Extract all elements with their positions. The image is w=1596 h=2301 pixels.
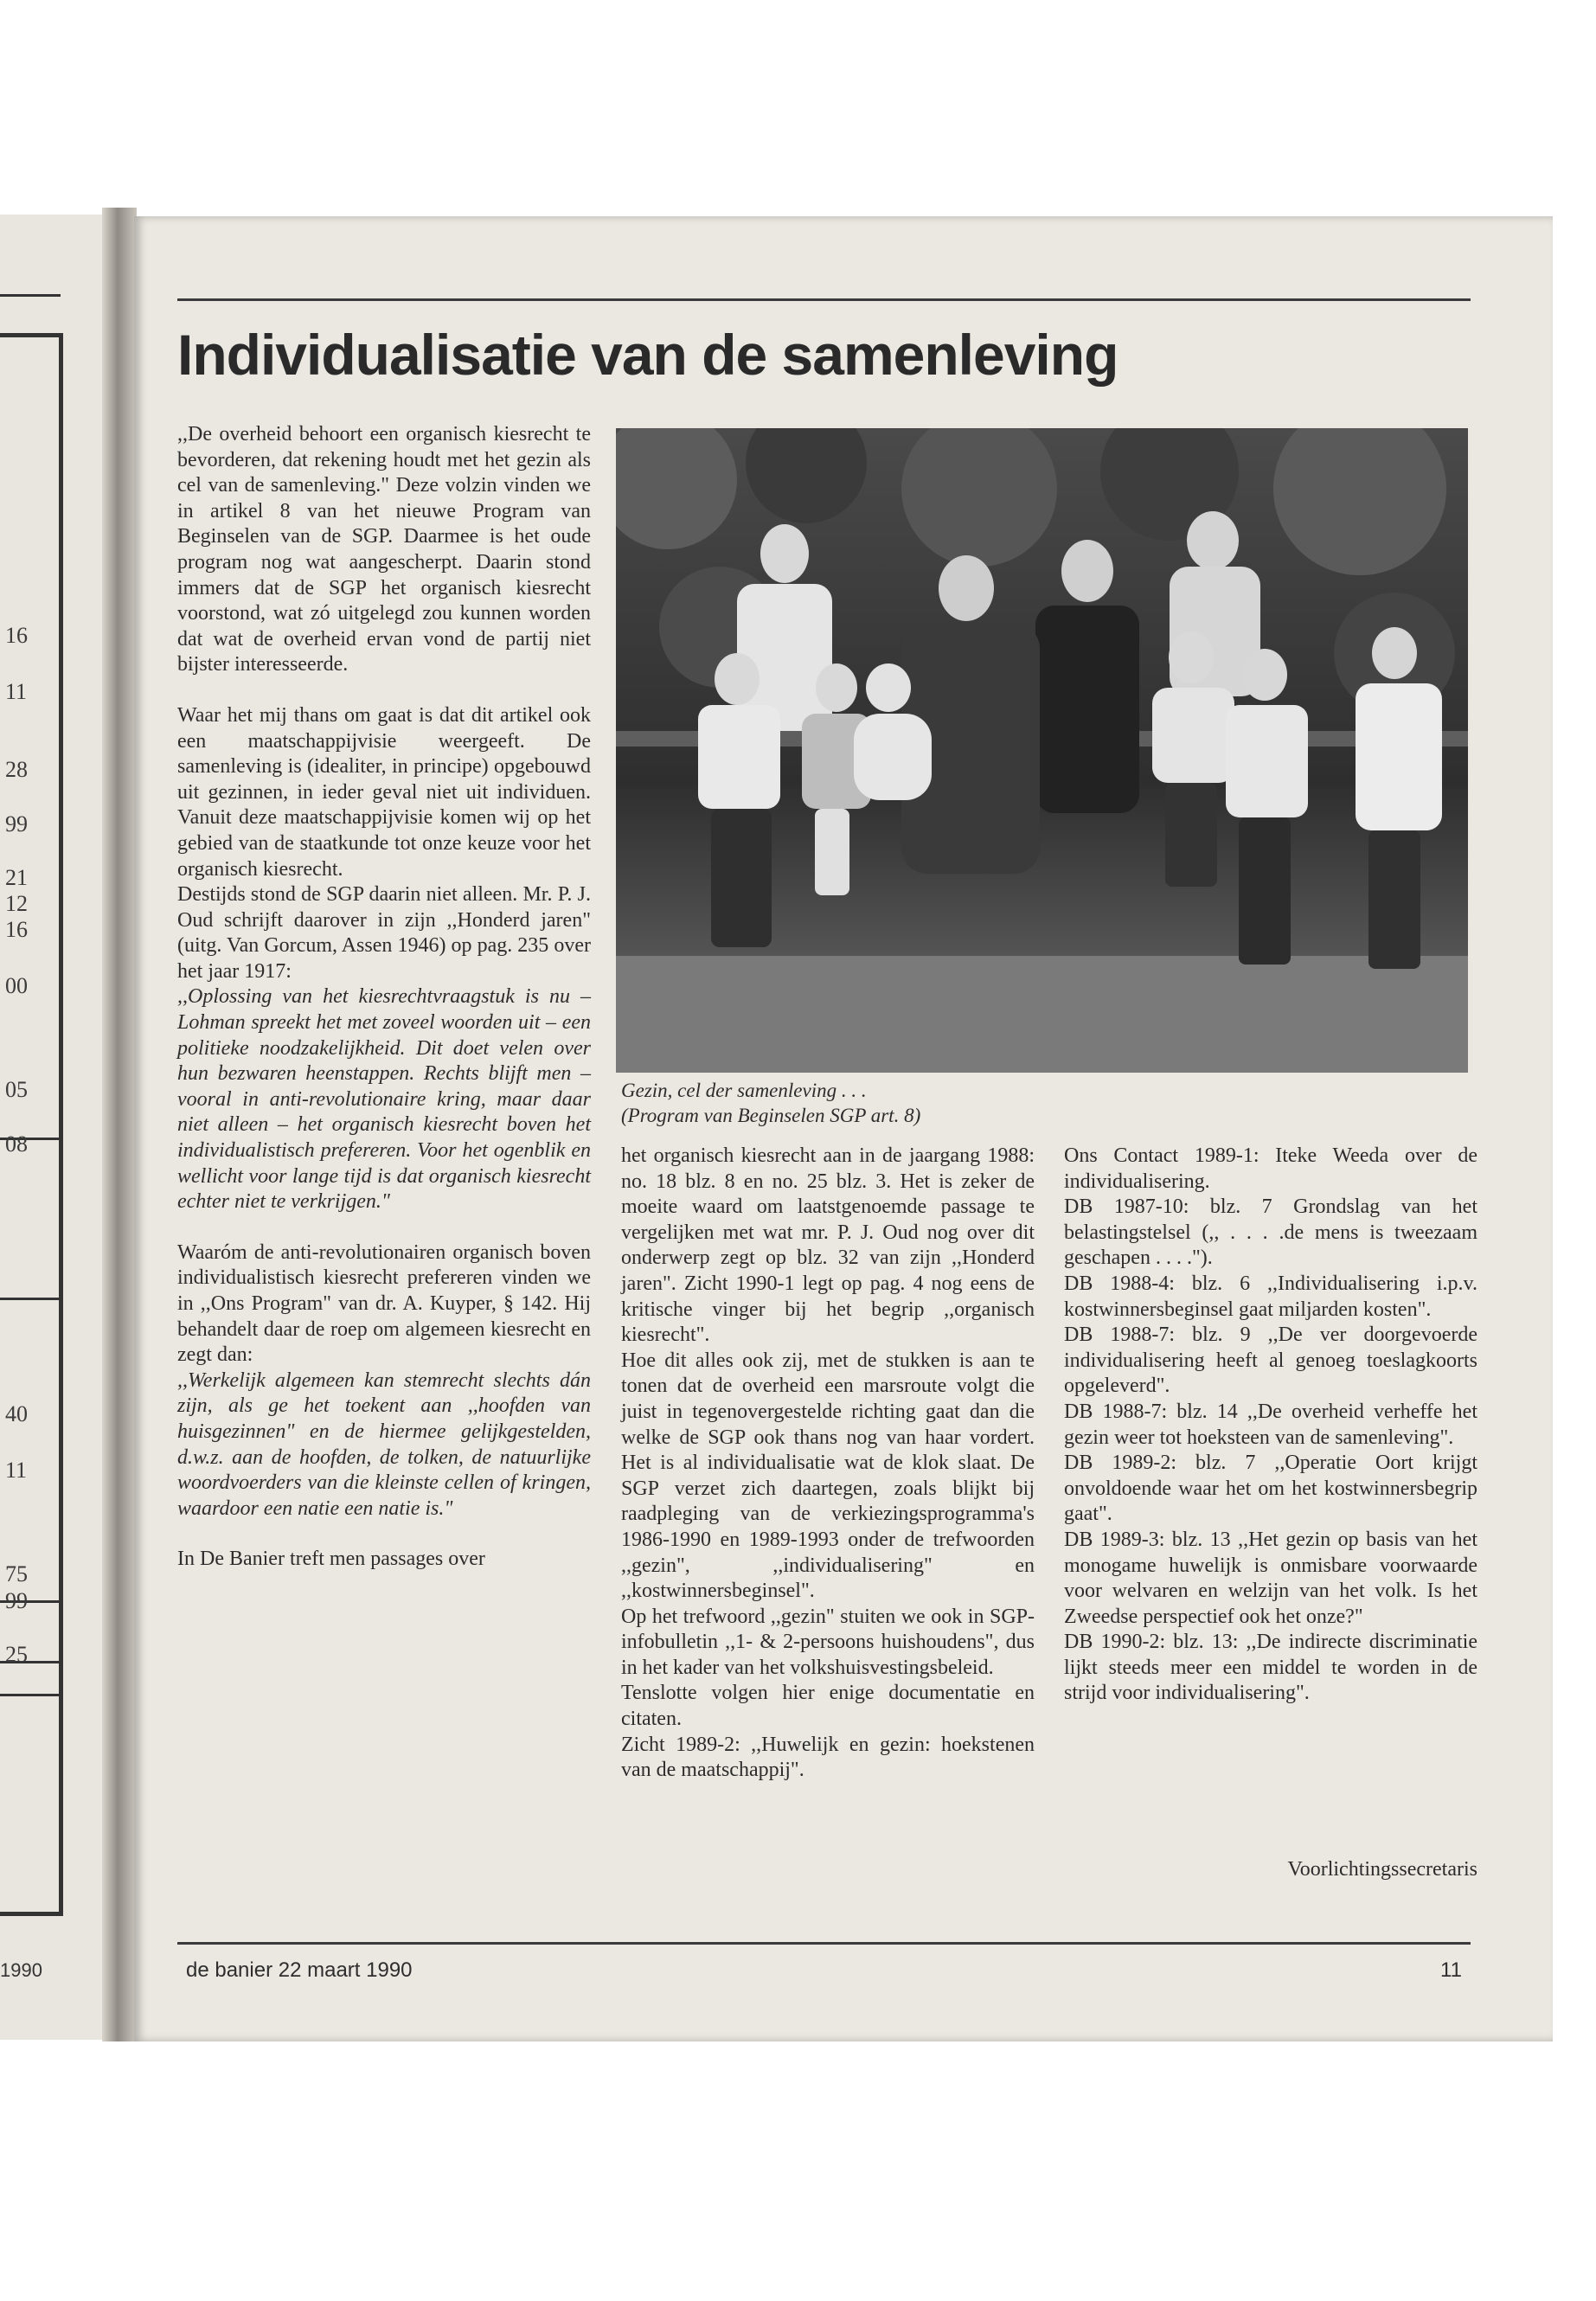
previous-page-number: 11 xyxy=(5,1458,28,1483)
paragraph: het organisch kiesrecht aan in de jaargang 1988: no. 18 blz. 8 en no. 25 blz. 3. Het is zeker de moeite waard om laatstgenoemde passage te vergelijken met wat mr. P. J. Oud nog over dit onderwerp zegt op blz. 32 van zijn ,,Honderd jaren". Zicht 1990-1 legt op pag. 4 nog eens de kritische vinger bij het begrip ,,organisch kiesrecht". xyxy=(621,1144,1035,1347)
quote: ,,Werkelijk algemeen kan stemrecht slechts dán zijn, als ge het toekent aan ,,hoofden van huisgezinnen" en de hiermee gelijkgestelden, d.w.z. aan de hoofden, de tolken, de natuurlijke woordvoerders van die kleinste cellen of kringen, waardoor een natie een natie is." xyxy=(177,1368,591,1520)
previous-page-rule xyxy=(0,1694,61,1696)
reference-item: DB 1990-2: blz. 13: ,,De indirecte discriminatie lijkt steeds meer een middel te worden in de strijd voor individualisering". xyxy=(1064,1631,1477,1705)
family-photo-icon xyxy=(616,428,1468,1073)
article-column-3 xyxy=(1064,1144,1477,1707)
paragraph: Waar het mij thans om gaat is dat dit artikel ook een maatschappijvisie weergeeft. De samenleving is (idealiter, in principe) opgebouwd uit gezinnen, in ieder geval niet uit individuen. Vanuit deze maatschappijvisie komen wij op het gebied van de staatkunde tot onze keuze voor het organisch kiesrecht. xyxy=(177,703,591,881)
previous-page-number: 21 xyxy=(5,865,28,890)
reference-item: DB 1987-10: blz. 7 Grondslag van het belastingstelsel (,, . . . .de mens is tweezaam geschapen . . . ."). xyxy=(1064,1195,1477,1270)
article-column-2 xyxy=(621,1144,1035,1784)
previous-page-footer-date: 1990 xyxy=(0,1959,42,1981)
previous-page-number: 99 xyxy=(5,1588,28,1613)
previous-page-number: 08 xyxy=(5,1131,28,1157)
previous-page-rule xyxy=(0,1298,61,1300)
page-number: 11 xyxy=(1440,1958,1462,1982)
previous-page-number: 16 xyxy=(5,623,28,648)
paragraph: Waaróm de anti-revolutionairen organisch boven individualistisch kiesrecht prefereren vinden we in ,,Ons Program" van dr. A. Kuyper, § 142. Hij behandelt daar de roep om algemeen kiesrecht en zegt dan: xyxy=(177,1240,591,1367)
publication-footer: de banier 22 maart 1990 xyxy=(186,1958,413,1982)
previous-page-number: 05 xyxy=(5,1077,28,1102)
previous-page-number: 12 xyxy=(5,891,28,916)
paragraph: Tenslotte volgen hier enige documentatie en citaten. xyxy=(621,1682,1035,1731)
article-title: Individualisatie van de samenleving xyxy=(177,323,1118,387)
previous-page-box xyxy=(0,333,63,1916)
paragraph: Destijds stond de SGP daarin niet alleen. Mr. P. J. Oud schrijft daarover in zijn ,,Honderd jaren" (uitg. Van Gorcum, Assen 1946) op pag. 235 over het jaar 1917: xyxy=(177,883,591,983)
paragraph: In De Banier treft men passages over xyxy=(177,1548,485,1571)
reference-item: DB 1989-2: blz. 7 ,,Operatie Oort krijgt onvoldoende waar het om het kostwinnersbegrip gaat". xyxy=(1064,1452,1477,1526)
author-signature: Voorlichtingssecretaris xyxy=(1287,1858,1477,1881)
previous-page-number: 00 xyxy=(5,973,28,998)
reference-item: DB 1988-7: blz. 14 ,,De overheid verheffe het gezin weer tot hoeksteen van de samenleving". xyxy=(1064,1400,1477,1449)
bottom-rule xyxy=(177,1942,1471,1945)
previous-page-number: 16 xyxy=(5,917,28,942)
photo-caption-line: Gezin, cel der samenleving . . . xyxy=(621,1080,867,1101)
previous-page-rule xyxy=(0,294,61,297)
previous-page-number: 99 xyxy=(5,811,28,836)
reference-item: DB 1988-4: blz. 6 ,,Individualisering i.p.v. kostwinnersbeginsel gaat miljarden kosten". xyxy=(1064,1272,1477,1321)
previous-page-number: 28 xyxy=(5,757,28,782)
paragraph: ,,De overheid behoort een organisch kiesrecht te bevorderen, dat rekening houdt met het gezin als cel van de samenleving." Deze volzin vinden we in artikel 8 van het nieuwe Program van Beginselen van de SGP. Daarmee is het oude program nog wat aangescherpt. Daarin stond immers dat de SGP het organisch kiesrecht voorstond, wat zó uitgelegd zou kunnen worden dat wat de overheid ervan vond de partij niet bijster interesseerde. xyxy=(177,423,591,676)
top-rule xyxy=(177,298,1471,301)
reference-item: DB 1988-7: blz. 9 ,,De ver doorgevoerde individualisering heeft al genoeg toeslagkoorts opgeleverd". xyxy=(1064,1324,1477,1398)
paragraph: Hoe dit alles ook zij, met de stukken is aan te tonen dat de overheid een marsroute volgt die juist in tegenovergestelde richting gaat dan die welke de SGP ook thans nog van haar vordert. Het is al individualisatie wat de klok slaat. De SGP verzet zich daartegen, zoals blijkt bij raadpleging van de verkiezingsprogramma's 1986-1990 en 1989-1993 onder de trefwoorden ,,gezin", ,,individualisering" en ,,kostwinnersbeginsel". xyxy=(621,1349,1035,1603)
previous-page-number: 11 xyxy=(5,679,28,704)
reference-item: Ons Contact 1989-1: Iteke Weeda over de individualisering. xyxy=(1064,1144,1477,1193)
previous-page-number: 40 xyxy=(5,1401,28,1426)
book-spine xyxy=(102,208,137,2041)
paragraph: Op het trefwoord ,,gezin" stuiten we ook in SGP-infobulletin ,,1- & 2-persoons huishoudens", dus in het kader van het volkshuisvestingsbeleid. xyxy=(621,1605,1035,1679)
photo-caption-line: (Program van Beginselen SGP art. 8) xyxy=(621,1105,921,1126)
previous-page-number: 25 xyxy=(5,1642,28,1667)
reference-item: DB 1989-3: blz. 13 ,,Het gezin op basis van het monogame huwelijk is onmisbare voorwaarde voor welvaren en welzijn van het volk. Is het Zweedse perspectief ook het onze?" xyxy=(1064,1528,1477,1628)
previous-page-number: 75 xyxy=(5,1561,28,1586)
quote: ,,Oplossing van het kiesrechtvraagstuk is nu – Lohman spreekt het met zoveel woorden uit – een politieke noodzakelijkheid. Dit doet velen over hun bezwaren heenstappen. Rechts blijft men – vooral in anti-revolutionaire kring, maar daar niet alleen – het organisch kiesrecht boven het individualistisch prefereren. Voor het ogenblik en wellicht voor lange tijd is dat organisch kiesrecht echter niet te verkrijgen." xyxy=(177,985,591,1214)
paragraph: Zicht 1989-2: ,,Huwelijk en gezin: hoekstenen van de maatschappij". xyxy=(621,1733,1035,1782)
photo-caption xyxy=(621,1078,1071,1128)
article-column-1 xyxy=(177,422,591,1573)
